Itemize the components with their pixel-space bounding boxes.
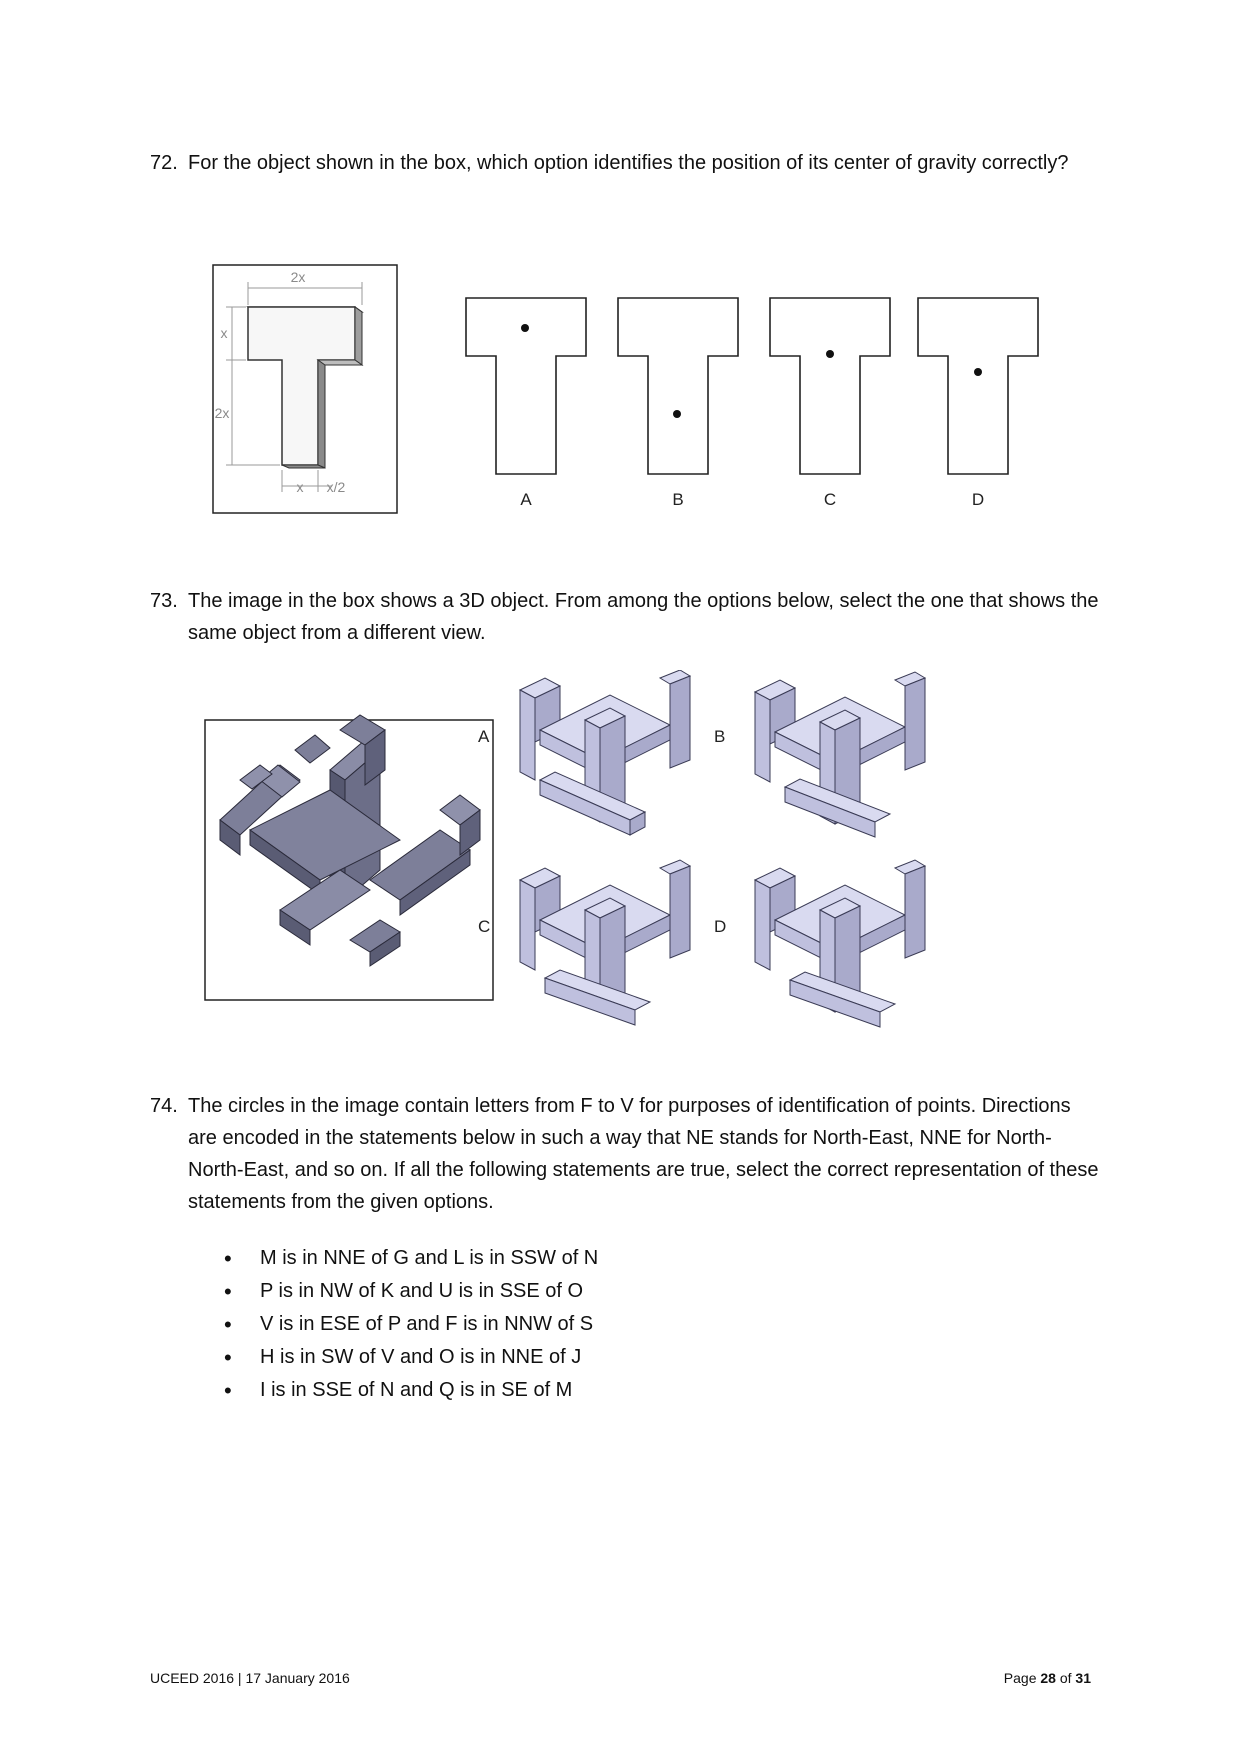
q74-statements-list	[224, 1242, 598, 1407]
statement-item: • M is in NNE of G and L is in SSW of N	[224, 1242, 598, 1275]
statement-item: • I is in SSE of N and Q is in SE of M	[224, 1374, 598, 1407]
footer-left: UCEED 2016 | 17 January 2016	[150, 1670, 350, 1686]
option-a-cg-dot	[521, 324, 529, 332]
option-c-label: C	[478, 917, 491, 936]
dim-bottom-x: x	[296, 479, 304, 495]
option-b-t-shape	[618, 298, 738, 474]
question-number: 73.	[150, 590, 178, 612]
option-a-object	[520, 670, 690, 835]
dim-bottom-half: x/2	[326, 479, 346, 495]
statement-item: • H is in SW of V and O is in NNE of J	[224, 1341, 598, 1374]
dim-left-top: x	[220, 325, 228, 341]
option-d-label: D	[971, 490, 985, 509]
page-total: 31	[1075, 1670, 1091, 1686]
question-text: For the object shown in the box, which option identifies the position of its center of gravity correctly?	[188, 152, 1069, 174]
q72-figure	[210, 260, 1050, 520]
q73-figure	[200, 670, 1050, 1050]
option-d-t-shape	[918, 298, 1038, 474]
question-text: The circles in the image contain letters from F to V for purposes of identification of points. Directions are encoded in the statements below in such a way that NE stands for North-East, NNE for North-North-East, and so on. If all the following statements are true, select the correct representation of these statements from the given options.	[188, 1095, 1099, 1213]
page-of: of	[1055, 1670, 1076, 1686]
statement-item: • P is in NW of K and U is in SSE of O	[224, 1275, 598, 1308]
page-prefix: Page	[1003, 1670, 1041, 1686]
option-c-label: C	[823, 490, 837, 509]
page-number: 28	[1040, 1670, 1056, 1686]
option-c-t-shape	[770, 298, 890, 474]
option-b-cg-dot	[673, 410, 681, 418]
footer-page	[1004, 1670, 1091, 1686]
option-d-label: D	[714, 917, 727, 936]
option-d-cg-dot	[974, 368, 982, 376]
statement-item: • V is in ESE of P and F is in NNW of S	[224, 1308, 598, 1341]
option-a-label: A	[478, 727, 490, 746]
option-c-object	[520, 860, 690, 1025]
option-a-label: A	[520, 490, 532, 509]
question-text: The image in the box shows a 3D object. From among the options below, select the one that shows the same object from a different view.	[188, 590, 1099, 644]
option-d-object	[755, 860, 925, 1027]
dim-top: 2x	[290, 269, 306, 285]
option-b-object	[755, 672, 925, 837]
option-b-label: B	[672, 490, 684, 509]
question-number: 72.	[150, 152, 178, 174]
question-number: 74.	[150, 1095, 178, 1117]
option-c-cg-dot	[826, 350, 834, 358]
option-b-label: B	[714, 727, 726, 746]
dim-left-bottom: 2x	[214, 405, 230, 421]
